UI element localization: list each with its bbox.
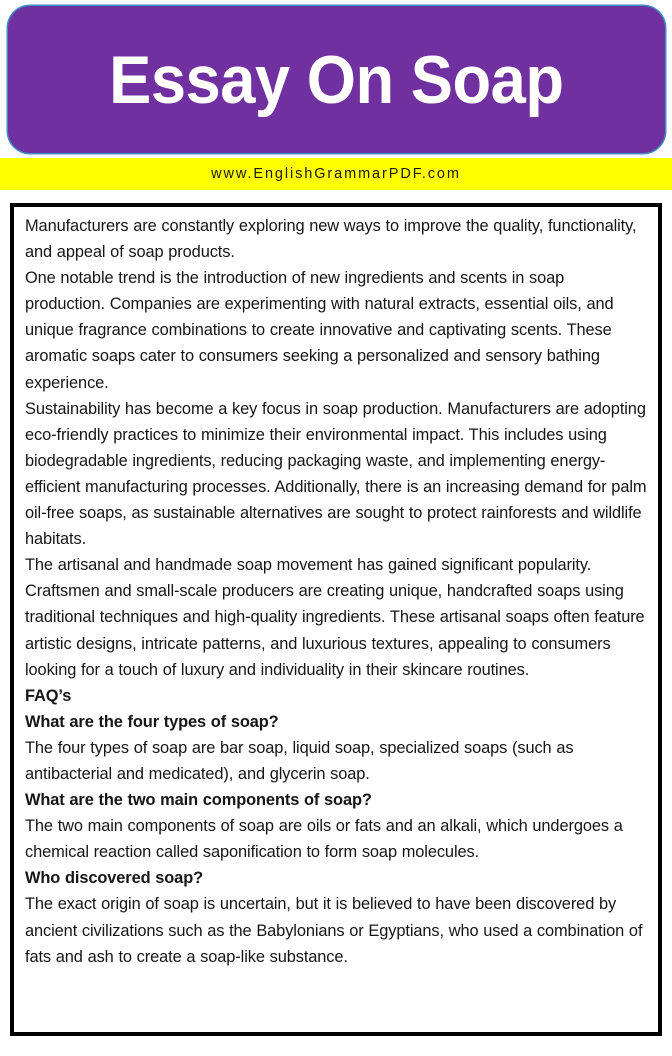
essay-heading: FAQ’s — [25, 686, 72, 705]
essay-paragraph: One notable trend is the introduction of new ingredients and scents in soap production. Companies are experimenting with natural extracts, essential oils, and unique fragrance combinations to create innovative and captivating scents. These aromatic soaps cater to consumers seeking a personalized and sensory bathing experience. — [25, 269, 614, 392]
essay-heading: What are the two main components of soap? — [25, 791, 372, 810]
website-url-text: www.EnglishGrammarPDF.com — [211, 166, 461, 182]
page-title: Essay On Soap — [109, 41, 564, 118]
essay-paragraph: Manufacturers are constantly exploring new ways to improve the quality, functionality, and appeal of soap products. — [25, 217, 637, 262]
header-banner — [8, 6, 665, 153]
essay-paragraph: The two main components of soap are oils or fats and an alkali, which undergoes a chemical reaction called saponification to form soap molecules. — [25, 817, 623, 862]
essay-content-box — [10, 203, 662, 1036]
essay-body — [14, 207, 658, 974]
essay-paragraph: Sustainability has become a key focus in soap production. Manufacturers are adopting eco-friendly practices to minimize their environmental impact. This includes using biodegradable ingredients, reducing packaging waste, and implementing energy-efficient manufacturing processes. Additionally, there is an increasing demand for palm oil-free soaps, as sustainable alternatives are sought to protect rainforests and wildlife habitats. — [25, 399, 647, 549]
essay-heading: What are the four types of soap? — [25, 712, 279, 731]
essay-paragraph: The four types of soap are bar soap, liquid soap, specialized soaps (such as antibacterial and medicated), and glycerin soap. — [25, 738, 574, 783]
essay-paragraph: The artisanal and handmade soap movement has gained significant popularity. Craftsmen and small-scale producers are creating unique, handcrafted soaps using traditional techniques and high-quality ingredients. These artisanal soaps often feature artistic designs, intricate patterns, and luxurious textures, appealing to consumers looking for a touch of luxury and individuality in their skincare routines. — [25, 556, 645, 679]
essay-paragraph: The exact origin of soap is uncertain, but it is believed to have been discovered by ancient civilizations such as the Babylonians or Egyptians, who used a combination of fats and ash to create a soap-like substance. — [25, 895, 643, 966]
website-url-bar — [0, 158, 672, 190]
essay-heading: Who discovered soap? — [25, 869, 204, 888]
